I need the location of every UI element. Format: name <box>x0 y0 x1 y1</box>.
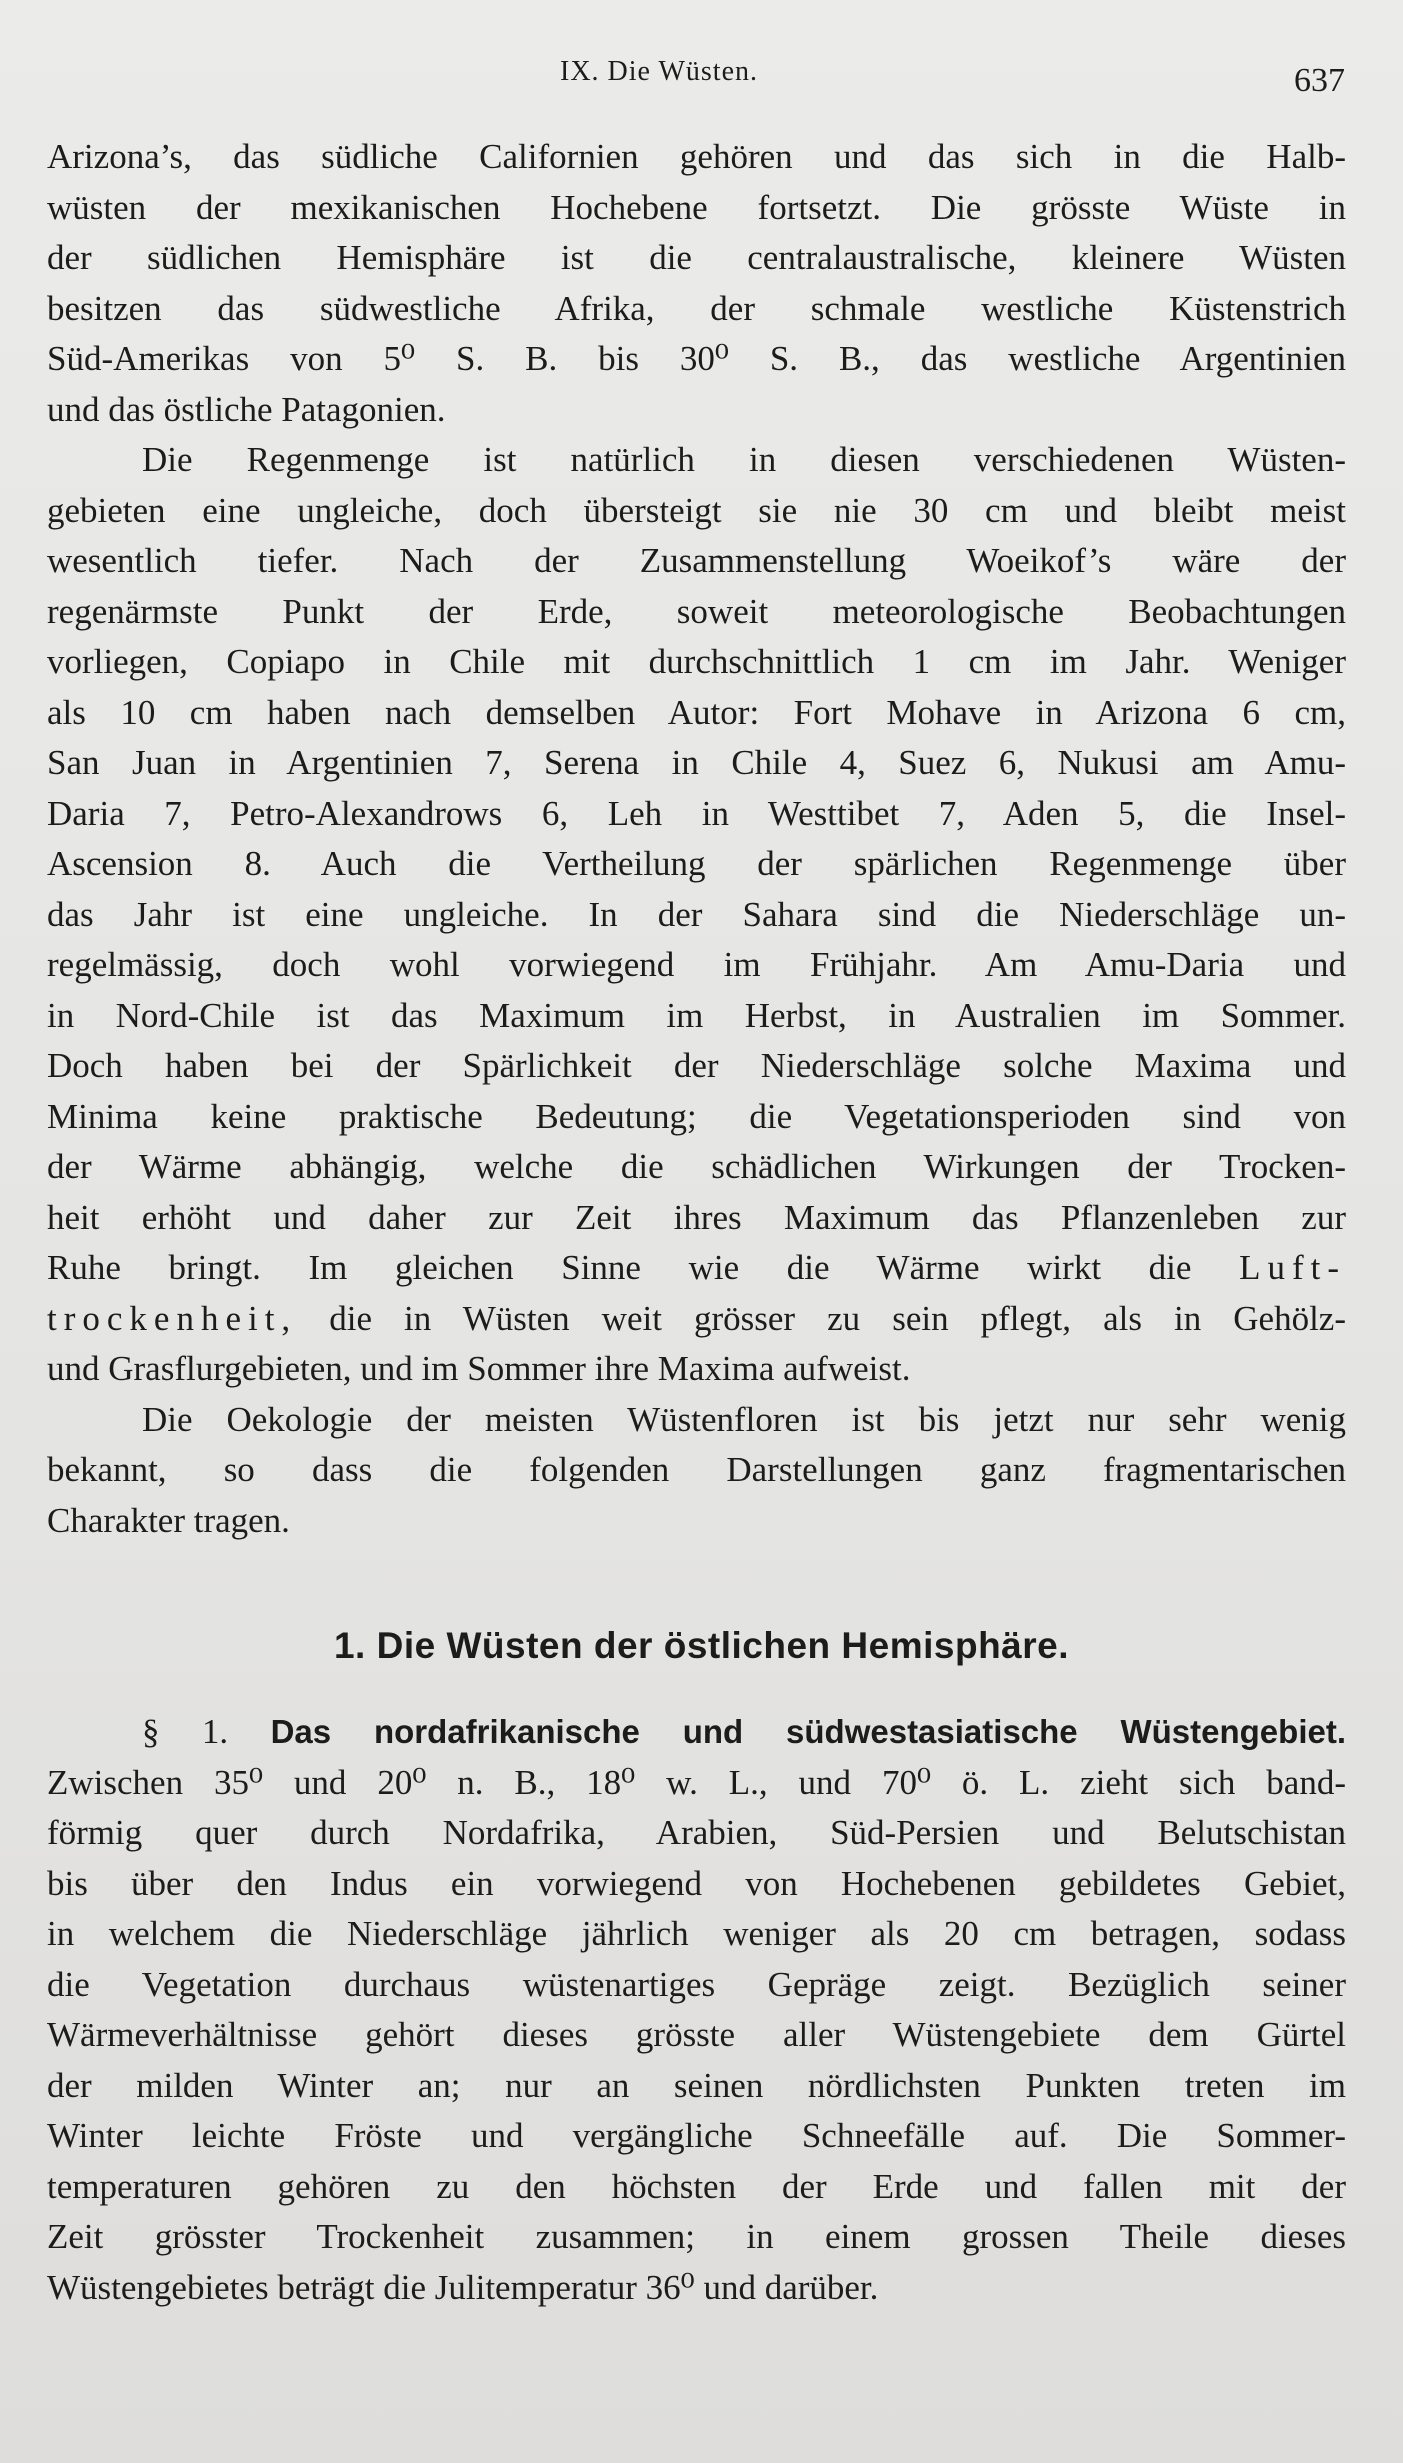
text-line: Wüstengebietes beträgt die Julitemperatur 36⁰ und darüber. <box>47 2267 879 2307</box>
text-line: und Grasflurgebieten, und im Sommer ihre Maxima aufweist. <box>47 1349 911 1388</box>
text-line: Charakter tragen. <box>47 1500 290 1540</box>
spaced-term: trockenheit, <box>47 1298 298 1338</box>
text-line: regelmässig, doch wohl vorwiegend im Frühjahr. Am Amu-Daria und <box>47 945 1346 984</box>
subsection-mark: § 1. <box>142 1712 229 1751</box>
text-line: in Nord-Chile ist das Maximum im Herbst, in Australien im Sommer. <box>47 995 1346 1035</box>
text-line: der milden Winter an; nur an seinen nördlichsten Punkten treten im <box>47 2065 1346 2105</box>
text-line: San Juan in Argentinien 7, Serena in Chile 4, Suez 6, Nukusi am Amu- <box>47 743 1346 782</box>
running-head <box>0 52 1403 102</box>
text-line: der südlichen Hemisphäre ist die centralaustralische, kleinere Wüsten <box>47 238 1346 277</box>
text-line: Minima keine praktische Bedeutung; die Vegetationsperioden sind von <box>47 1096 1346 1136</box>
text-line: förmig quer durch Nordafrika, Arabien, Süd-Persien und Belutschistan <box>47 1813 1346 1852</box>
text-line: heit erhöht und daher zur Zeit ihres Maximum das Pflanzenleben zur <box>47 1197 1346 1237</box>
text-line: Ascension 8. Auch die Vertheilung der spärlichen Regenmenge über <box>47 844 1346 883</box>
text-line: in welchem die Niederschläge jährlich weniger als 20 cm betragen, sodass <box>47 1914 1346 1953</box>
text-line: Zeit grösster Trockenheit zusammen; in einem grossen Theile dieses <box>47 2217 1346 2256</box>
subsection-title: Das nordafrikanische und südwestasiatische Wüstengebiet. <box>270 1713 1347 1750</box>
section-heading: 1. Die Wüsten der östlichen Hemisphäre. <box>333 1625 1070 1666</box>
text-line: der Wärme abhängig, welche die schädlichen Wirkungen der Trocken- <box>47 1147 1346 1186</box>
text-line: wüsten der mexikanischen Hochebene fortsetzt. Die grösste Wüste in <box>47 187 1346 227</box>
text-line: bis über den Indus ein vorwiegend von Hochebenen gebildetes Gebiet, <box>47 1863 1346 1903</box>
text-line: Arizona’s, das südliche Californien gehören und das sich in die Halb- <box>47 137 1346 176</box>
text-line: Zwischen 35⁰ und 20⁰ n. B., 18⁰ w. L., und 70⁰ ö. L. zieht sich band- <box>47 1762 1346 1802</box>
text-line: als 10 cm haben nach demselben Autor: Fort Mohave in Arizona 6 cm, <box>47 692 1346 732</box>
text-line: regenärmste Punkt der Erde, soweit meteorologische Beobachtungen <box>47 591 1346 631</box>
spaced-term: Luft- <box>1239 1248 1346 1287</box>
text-line: bekannt, so dass die folgenden Darstellungen ganz fragmentarischen <box>47 1450 1346 1489</box>
text-line: Die Oekologie der meisten Wüstenfloren ist bis jetzt nur sehr wenig <box>142 1399 1346 1439</box>
text-segment: Ruhe bringt. Im gleichen Sinne wie die Wärme wirkt die <box>47 1248 1192 1287</box>
text-line: besitzen das südwestliche Afrika, der schmale westliche Küstenstrich <box>47 288 1346 328</box>
page-number: 637 <box>1294 62 1345 99</box>
body-text-lower <box>47 1707 1346 2313</box>
text-segment: die in Wüsten weit grösser zu sein pflegt, als in Gehölz- <box>329 1298 1347 1338</box>
running-head-title: IX. Die Wüsten. <box>560 56 758 87</box>
text-line: vorliegen, Copiapo in Chile mit durchschnittlich 1 cm im Jahr. Weniger <box>47 642 1346 681</box>
text-line: Die Regenmenge ist natürlich in diesen verschiedenen Wüsten- <box>142 440 1346 479</box>
text-line: die Vegetation durchaus wüstenartiges Gepräge zeigt. Bezüglich seiner <box>47 1964 1346 2004</box>
text-line: Doch haben bei der Spärlichkeit der Niederschläge solche Maxima und <box>47 1046 1346 1085</box>
text-line: Wärmeverhältnisse gehört dieses grösste aller Wüstengebiete dem Gürtel <box>47 2015 1346 2054</box>
text-line <box>47 1243 1346 1294</box>
text-line: Winter leichte Fröste und vergängliche Schneefälle auf. Die Sommer- <box>47 2116 1346 2155</box>
text-line: das Jahr ist eine ungleiche. In der Sahara sind die Niederschläge un- <box>47 894 1346 934</box>
text-line: Daria 7, Petro-Alexandrows 6, Leh in Westtibet 7, Aden 5, die Insel- <box>47 793 1346 833</box>
text-line: gebieten eine ungleiche, doch übersteigt sie nie 30 cm und bleibt meist <box>47 490 1346 530</box>
text-line: wesentlich tiefer. Nach der Zusammenstellung Woeikof’s wäre der <box>47 541 1346 580</box>
subsection-heading-line <box>47 1707 1346 1758</box>
text-line: Süd-Amerikas von 5⁰ S. B. bis 30⁰ S. B., das westliche Argentinien <box>47 339 1346 378</box>
body-text-upper <box>47 132 1346 1546</box>
text-line: und das östliche Patagonien. <box>47 389 446 429</box>
text-line: temperaturen gehören zu den höchsten der Erde und fallen mit der <box>47 2166 1346 2206</box>
text-line <box>47 1294 1346 1345</box>
